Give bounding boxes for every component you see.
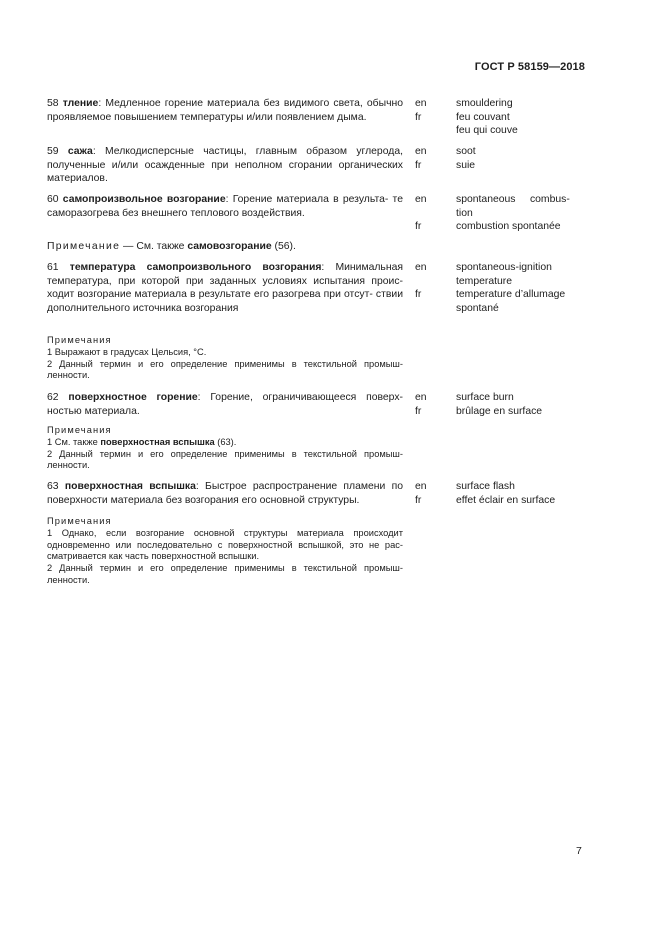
translations: smouldering feu couvant feu qui couve bbox=[456, 98, 518, 136]
definition bbox=[47, 480, 403, 507]
entry-number: 63 bbox=[47, 481, 59, 492]
entry-number: 60 bbox=[47, 194, 59, 205]
definition-text: : Мелкодисперсные частицы, главным образом углерода, полученные и/или осажденные при неполном сгорании органических материалов. bbox=[47, 146, 403, 184]
definition bbox=[47, 193, 403, 220]
term: поверхностное горение bbox=[68, 392, 198, 403]
definition bbox=[47, 391, 403, 418]
definition bbox=[47, 261, 403, 315]
translations: surface burn brûlage en surface bbox=[456, 392, 543, 417]
term: самопроизвольное возгорание bbox=[62, 194, 226, 205]
note-60: Примечание — См. также самовозгорание (56). bbox=[47, 241, 296, 252]
translations: spontaneous combus- tion combustion spontanée bbox=[456, 194, 570, 232]
entry-number: 62 bbox=[47, 392, 59, 403]
definition-text: : Горение, ограничивающееся поверх- ностью материала. bbox=[47, 392, 404, 417]
language-codes: en fr bbox=[415, 481, 427, 506]
language-codes: en fr bbox=[415, 194, 427, 232]
notes-61: Примечания 1 Выражают в градусах Цельсия, °С. 2 Данный термин и его определение применимы в текстильной промыш- ленности. bbox=[47, 335, 403, 381]
document-header: ГОСТ Р 58159—2018 bbox=[474, 61, 585, 73]
entry-number: 58 bbox=[47, 98, 59, 109]
definition-text: : Быстрое распространение пламени по поверхности материала без возгорания его основной структуры. bbox=[47, 481, 404, 506]
language-codes: en fr bbox=[415, 98, 427, 123]
entry-number: 59 bbox=[47, 146, 59, 157]
definition-text: : Минимальная температура, при которой при заданных условиях испытания проис- ходит возгорание материала в результате его разогрева при отсут- ствии дополнительного источника возгорания bbox=[47, 262, 403, 314]
term: поверхностная вспышка bbox=[64, 481, 196, 492]
term: сажа bbox=[67, 146, 93, 157]
definition-text: : Горение материала в результа- те саморазогрева без внешнего теплового воздействия. bbox=[47, 194, 403, 219]
translations: soot suie bbox=[456, 146, 476, 171]
definition bbox=[47, 145, 403, 186]
term: тление bbox=[62, 98, 99, 109]
definition-text: : Медленное горение материала без видимого света, обычно проявляемое повышением температуры и/или появлением дыма. bbox=[47, 98, 404, 123]
notes-62: Примечания 1 См. также поверхностная вспышка (63). 2 Данный термин и его определение применимы в текстильной промыш- ленности. bbox=[47, 425, 403, 471]
entry-number: 61 bbox=[47, 262, 59, 273]
language-codes: en fr bbox=[415, 392, 427, 417]
language-codes: en fr bbox=[415, 262, 427, 300]
translations: surface flash effet éclair en surface bbox=[456, 481, 556, 506]
translations: spontaneous-ignition temperature temperature d’allumage spontané bbox=[456, 262, 566, 314]
definition bbox=[47, 97, 403, 124]
page-number: 7 bbox=[576, 845, 582, 857]
term: температура самопроизвольного возгорания bbox=[69, 262, 322, 273]
notes-63: Примечания 1 Однако, если возгорание основной структуры материала происходит одновременно или последовательно с поверхностной вспышкой, это не рас- сматривается как часть поверхностной вспышки. 2 Данный термин и его определение применимы в текстильной промыш- ленности. bbox=[47, 516, 403, 585]
language-codes: en fr bbox=[415, 146, 427, 171]
